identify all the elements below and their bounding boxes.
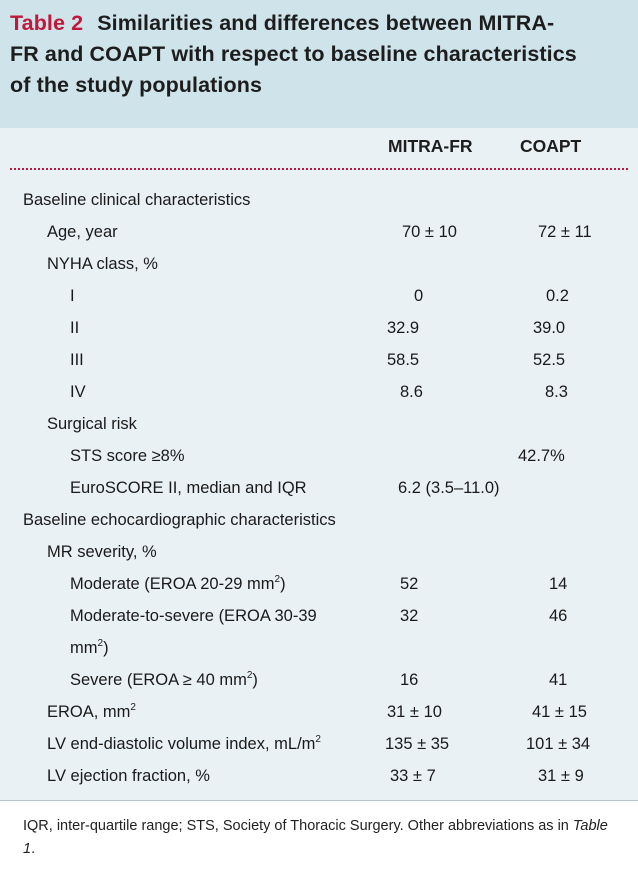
- row-label: NYHA class, %: [47, 255, 158, 273]
- row-label: MR severity, %: [47, 543, 157, 561]
- table-row: [0, 184, 638, 216]
- table-row: [0, 504, 638, 536]
- table-row: [0, 536, 638, 568]
- cell-coapt: 41: [549, 671, 568, 689]
- cell-mitra-fr: 135 ± 35: [385, 735, 450, 753]
- cell-mitra-fr: 8.6: [400, 383, 423, 401]
- row-label: II: [70, 319, 80, 337]
- cell-mitra-fr: 58.5: [387, 351, 420, 369]
- cell-mitra-fr: 32.9: [387, 319, 420, 337]
- table-row: [0, 568, 638, 600]
- table-number: Table 2: [10, 11, 84, 35]
- row-label: $mm^2$): [70, 637, 109, 657]
- cell-mitra-fr: 52: [400, 575, 419, 593]
- cell-mitra-fr: 6.2 (3.5–11.0): [398, 479, 500, 497]
- title-line-3: of the study populations: [10, 73, 263, 97]
- row-label: LV ejection fraction, %: [47, 767, 210, 785]
- cell-mitra-fr: 0: [414, 287, 424, 305]
- cell-mitra-fr: 70 ± 10: [402, 223, 457, 241]
- row-label: I: [70, 287, 75, 305]
- cell-mitra-fr: 16: [400, 671, 419, 689]
- title-band: [0, 0, 638, 128]
- table-reference: Table 1: [23, 818, 608, 857]
- cell-coapt: 31 ± 9: [538, 767, 584, 785]
- cell-mitra-fr: 33 ± 7: [390, 767, 436, 785]
- table-row: [0, 248, 638, 280]
- row-label: Severe (EROA ≥ 40 $mm^2$): [70, 669, 258, 689]
- table-title: [10, 8, 630, 101]
- table-row: [0, 472, 638, 504]
- cell-coapt: 0.2: [546, 287, 569, 305]
- cell-coapt: 101 ± 34: [526, 735, 591, 753]
- cell-coapt: 42.7%: [518, 447, 565, 465]
- cell-coapt: 39.0: [533, 319, 566, 337]
- row-label: IV: [70, 383, 86, 401]
- table-row: [0, 280, 638, 312]
- row-label: Baseline clinical characteristics: [23, 191, 251, 209]
- row-label: Moderate-to-severe (EROA 30-39: [70, 607, 317, 625]
- table-row: [0, 440, 638, 472]
- table-row: [0, 216, 638, 248]
- table-row: [0, 760, 638, 792]
- column-header-mitra-fr: MITRA-FR: [388, 136, 473, 156]
- column-header-coapt: COAPT: [520, 136, 582, 156]
- row-label: STS score ≥8%: [70, 447, 185, 465]
- cell-coapt: 52.5: [533, 351, 566, 369]
- cell-coapt: 8.3: [545, 383, 568, 401]
- table-row: [0, 312, 638, 344]
- row-label: III: [70, 351, 84, 369]
- table-footnote: IQR, inter-quartile range; STS, Society of Thoracic Surgery. Other abbreviations as in Table 1.: [23, 818, 608, 857]
- table-row: [0, 600, 638, 632]
- table-row: [0, 408, 638, 440]
- table-row: [0, 344, 638, 376]
- cell-mitra-fr: 31 ± 10: [387, 703, 442, 721]
- table-row: [0, 728, 638, 760]
- row-label: Age, year: [47, 223, 118, 241]
- table-row: [0, 632, 638, 664]
- table-bottom-rule: [0, 800, 638, 801]
- cell-coapt: 72 ± 11: [538, 223, 592, 241]
- title-line-1: Similarities and differences between MITRA-: [97, 11, 555, 35]
- table-row: [0, 664, 638, 696]
- row-label: LV end-diastolic volume index, $mL/m^2$: [47, 733, 321, 753]
- table-row: [0, 376, 638, 408]
- row-label: Baseline echocardiographic characteristics: [23, 511, 336, 529]
- cell-coapt: 14: [549, 575, 568, 593]
- cell-mitra-fr: 32: [400, 607, 419, 625]
- cell-coapt: 41 ± 15: [532, 703, 587, 721]
- row-label: Surgical risk: [47, 415, 137, 433]
- title-line-2: FR and COAPT with respect to baseline characteristics: [10, 42, 577, 66]
- row-label: Moderate (EROA 20-29 $mm^2$): [70, 573, 286, 593]
- row-label: EROA, $mm^2$: [47, 701, 136, 721]
- header-divider: [10, 168, 628, 170]
- row-label: EuroSCORE II, median and IQR: [70, 479, 307, 497]
- table-row: [0, 696, 638, 728]
- cell-coapt: 46: [549, 607, 568, 625]
